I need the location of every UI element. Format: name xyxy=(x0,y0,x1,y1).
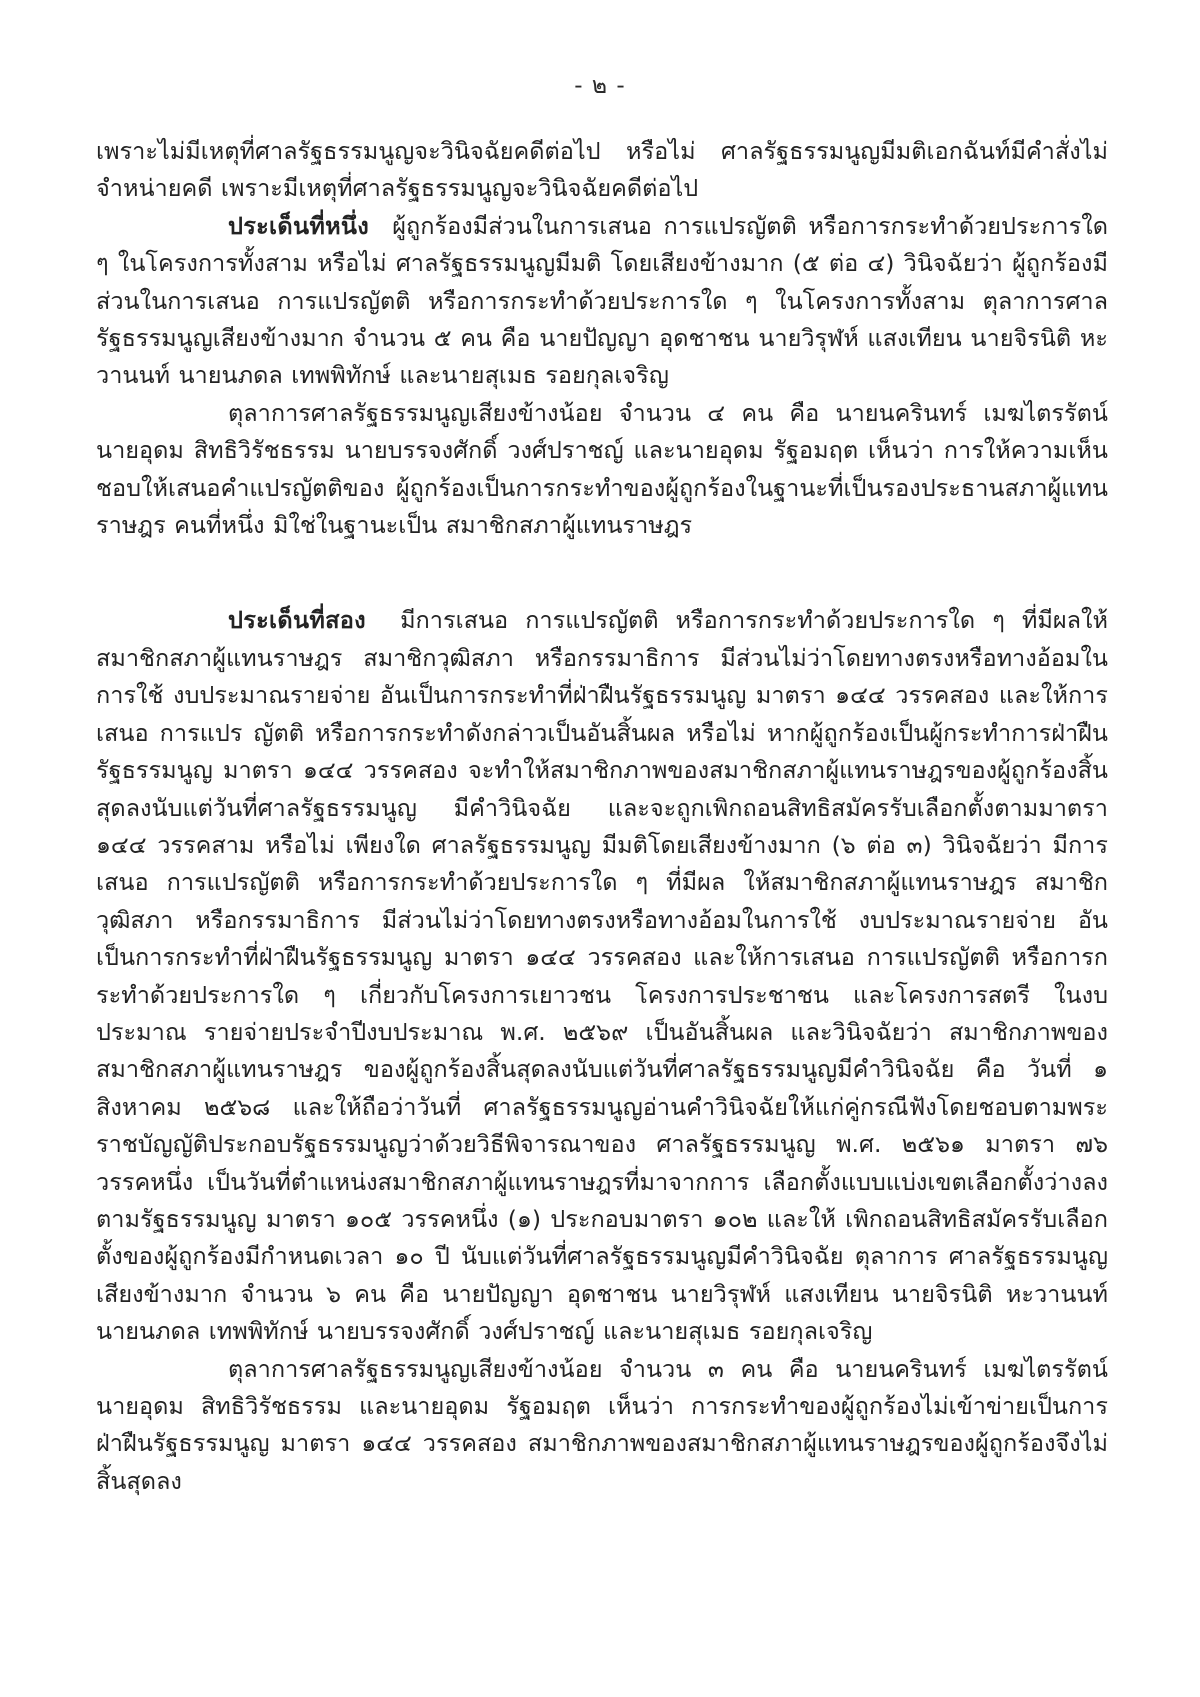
paragraph-continuation-top xyxy=(96,133,1108,208)
paragraph-issue-one-minority xyxy=(96,395,1108,545)
paragraph-text: ตุลาการศาลรัฐธรรมนูญเสียงข้างน้อย จำนวน ๔ คน คือ นายนครินทร์ เมฆไตรรัตน์ นายอุดม สิทธิวิรัชธรรม นายบรรจงศักดิ์ วงศ์ปราชญ์ และนายอุดม รัฐอมฤต เห็นว่า การให้ความเห็นชอบให้เสนอคำแปรญัตติของ ผู้ถูกร้องเป็นการกระทำของผู้ถูกร้องในฐานะที่เป็นรองประธานสภาผู้แทนราษฎร คนที่หนึ่ง มิใช่ในฐานะเป็น สมาชิกสภาผู้แทนราษฎร xyxy=(96,398,1108,540)
page-number: - ๒ - xyxy=(574,73,626,99)
paragraph-issue-two-minority xyxy=(96,1351,1108,1501)
paragraph-text: เพราะไม่มีเหตุที่ศาลรัฐธรรมนูญจะวินิจฉัยคดีต่อไป หรือไม่ ศาลรัฐธรรมนูญมีมติเอกฉันท์มีคำสั่งไม่จำหน่ายคดี เพราะมีเหตุที่ศาลรัฐธรรมนูญจะวินิจฉัยคดีต่อไป xyxy=(96,137,1108,203)
paragraph-issue-one xyxy=(96,208,1108,395)
paragraph-text: ตุลาการศาลรัฐธรรมนูญเสียงข้างน้อย จำนวน ๓ คน คือ นายนครินทร์ เมฆไตรรัตน์ นายอุดม สิทธิวิรัชธรรม และนายอุดม รัฐอมฤต เห็นว่า การกระทำของผู้ถูกร้องไม่เข้าข่ายเป็นการฝ่าฝืนรัฐธรรมนูญ มาตรา ๑๔๔ วรรคสอง สมาชิกภาพของสมาชิกสภาผู้แทนราษฎรของผู้ถูกร้องจึงไม่สิ้นสุดลง xyxy=(96,1354,1108,1495)
document-body xyxy=(96,133,1108,1500)
paragraph-text: มีการเสนอ การแปรญัตติ หรือการกระทำด้วยประการใด ๆ ที่มีผลให้ สมาชิกสภาผู้แทนราษฎร สมาชิกวุฒิสภา หรือกรรมาธิการ มีส่วนไม่ว่าโดยทางตรงหรือทางอ้อมในการใช้ งบประมาณรายจ่าย อันเป็นการกระทำที่ฝ่าฝืนรัฐธรรมนูญ มาตรา ๑๔๔ วรรคสอง และให้การเสนอ การแปร ญัตติ หรือการกระทำดังกล่าวเป็นอันสิ้นผล หรือไม่ หากผู้ถูกร้องเป็นผู้กระทำการฝ่าฝืนรัฐธรรมนูญ มาตรา ๑๔๔ วรรคสอง จะทำให้สมาชิกภาพของสมาชิกสภาผู้แทนราษฎรของผู้ถูกร้องสิ้นสุดลงนับแต่วันที่ศาลรัฐธรรมนูญ มีคำวินิจฉัย และจะถูกเพิกถอนสิทธิสมัครรับเลือกตั้งตามมาตรา ๑๔๔ วรรคสาม หรือไม่ เพียงใด ศาลรัฐธรรมนูญ มีมติโดยเสียงข้างมาก (๖ ต่อ ๓) วินิจฉัยว่า มีการเสนอ การแปรญัตติ หรือการกระทำด้วยประการใด ๆ ที่มีผล ให้สมาชิกสภาผู้แทนราษฎร สมาชิกวุฒิสภา หรือกรรมาธิการ มีส่วนไม่ว่าโดยทางตรงหรือทางอ้อมในการใช้ งบประมาณรายจ่าย อันเป็นการกระทำที่ฝ่าฝืนรัฐธรรมนูญ มาตรา ๑๔๔ วรรคสอง และให้การเสนอ การแปรญัตติ หรือการกระทำด้วยประการใด ๆ เกี่ยวกับโครงการเยาวชน โครงการประชาชน และโครงการสตรี ในงบประมาณ รายจ่ายประจำปีงบประมาณ พ.ศ. ๒๕๖๙ เป็นอันสิ้นผล และวินิจฉัยว่า สมาชิกภาพของสมาชิกสภาผู้แทนราษฎร ของผู้ถูกร้องสิ้นสุดลงนับแต่วันที่ศาลรัฐธรรมนูญมีคำวินิจฉัย คือ วันที่ ๑ สิงหาคม ๒๕๖๘ และให้ถือว่าวันที่ ศาลรัฐธรรมนูญอ่านคำวินิจฉัยให้แก่คู่กรณีฟังโดยชอบตามพระราชบัญญัติประกอบรัฐธรรมนูญว่าด้วยวิธีพิจารณาของ ศาลรัฐธรรมนูญ พ.ศ. ๒๕๖๑ มาตรา ๗๖ วรรคหนึ่ง เป็นวันที่ตำแหน่งสมาชิกสภาผู้แทนราษฎรที่มาจากการ เลือกตั้งแบบแบ่งเขตเลือกตั้งว่างลงตามรัฐธรรมนูญ มาตรา ๑๐๕ วรรคหนึ่ง (๑) ประกอบมาตรา ๑๐๒ และให้ เพิกถอนสิทธิสมัครรับเลือกตั้งของผู้ถูกร้องมีกำหนดเวลา ๑๐ ปี นับแต่วันที่ศาลรัฐธรรมนูญมีคำวินิจฉัย ตุลาการ ศาลรัฐธรรมนูญเสียงข้างมาก จำนวน ๖ คน คือ นายปัญญา อุดชาชน นายวิรุฬห์ แสงเทียน นายจิรนิติ หะวานนท์ นายนภดล เทพพิทักษ์ นายบรรจงศักดิ์ วงศ์ปราชญ์ และนายสุเมธ รอยกุลเจริญ xyxy=(96,606,1108,1346)
issue-label-one: ประเด็นที่หนึ่ง xyxy=(228,211,370,240)
paragraph-issue-two xyxy=(96,602,1108,1350)
paragraph-text: ผู้ถูกร้องมีส่วนในการเสนอ การแปรญัตติ หรือการกระทำด้วยประการใด ๆ ในโครงการทั้งสาม หรือไม่ ศาลรัฐธรรมนูญมีมติ โดยเสียงข้างมาก (๕ ต่อ ๔) วินิจฉัยว่า ผู้ถูกร้องมีส่วนในการเสนอ การแปรญัตติ หรือการกระทำด้วยประการใด ๆ ในโครงการทั้งสาม ตุลาการศาลรัฐธรรมนูญเสียงข้างมาก จำนวน ๕ คน คือ นายปัญญา อุดชาชน นายวิรุฬห์ แสงเทียน นายจิรนิติ หะวานนท์ นายนภดล เทพพิทักษ์ และนายสุเมธ รอยกุลเจริญ xyxy=(96,211,1108,390)
issue-label-two: ประเด็นที่สอง xyxy=(228,606,366,635)
